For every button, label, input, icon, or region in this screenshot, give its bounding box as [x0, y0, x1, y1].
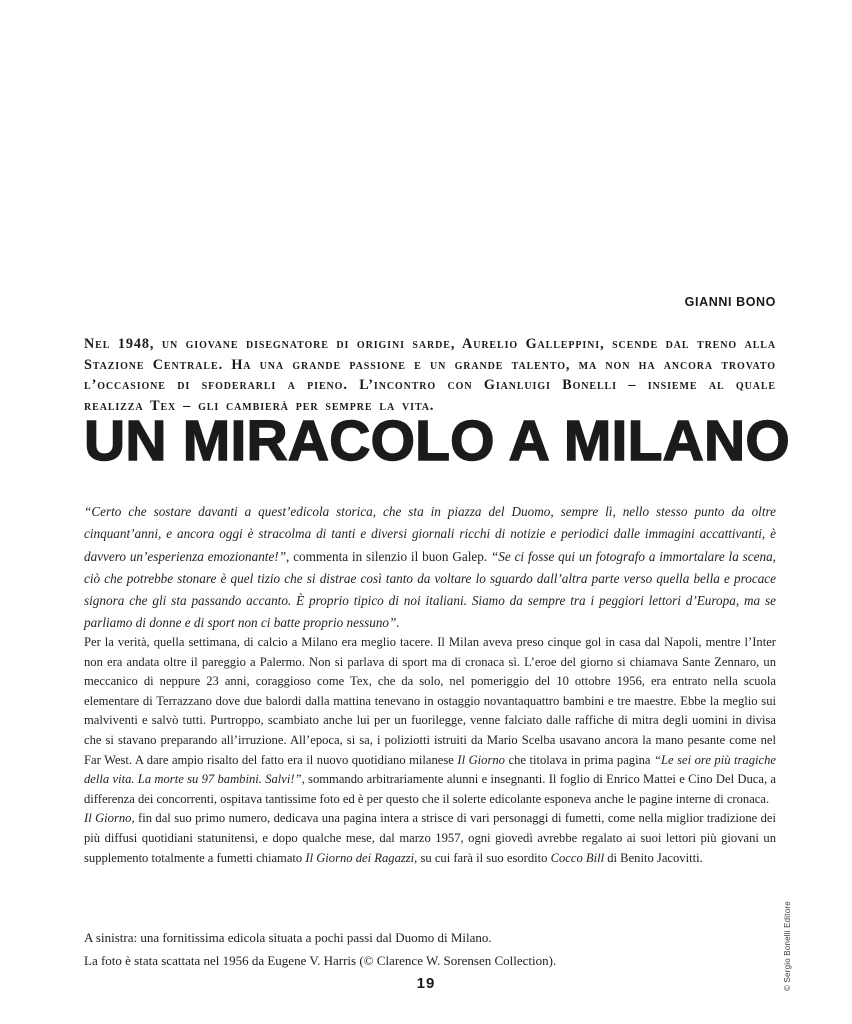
- copyright-credit-vertical: © Sergio Bonelli Editore: [783, 901, 792, 991]
- photo-caption-line-1: A sinistra: una fornitissima edicola situata a pochi passi dal Duomo di Milano.: [84, 930, 492, 945]
- body-text: che titolava in prima pagina: [504, 752, 654, 767]
- page-number: 19: [416, 975, 436, 992]
- quote-part-2: “Se ci fosse qui un fotografo a immortalare la scena, ciò che potrebbe stonare è quel tizio che si distrae così tanto da voltare lo sguardo dall’altra parte verso quella bella e procace signora che gli sta passando accanto. È proprio tipico di noi italiani. Siamo da sempre tra i peggiori lettori d’Europa, ma se parliamo di donne e di sport non ci batte proprio nessuno”.: [84, 548, 776, 631]
- standfirst: Nel 1948, un giovane disegnatore di origini sarde, Aurelio Galleppini, scende dal treno alla Stazione Centrale. Ha una grande passione e un grande talento, ma non ha ancora trovato l’occasione di sfoderarli a pieno. L’incontro con Gianluigi Bonelli – insieme al quale realizza Tex – gli cambierà per sempre la vita.: [84, 336, 776, 414]
- body-text: , su cui farà il suo esordito: [414, 850, 551, 865]
- body-text: , fin dal suo primo numero, dedicava una pagina intera a strisce di vari personaggi di fumetti, come nella miglior tradizione dei più diffusi quotidiani statunitensi, e dopo qualche mese, dal marzo 1957, ogni giovedì avrebbe regalato ai suoi lettori più giovani un supplemento totalmente a fumetti chiamato: [84, 811, 776, 865]
- cited-headline-quote: “Le sei ore più tragiche della vita. La morte su 97 bambini. Salvi!”: [84, 752, 776, 787]
- body-text: Per la verità, quella settimana, di calcio a Milano era meglio tacere. Il Milan aveva preso cinque gol in casa dal Napoli, mentre l’Inter non era andata oltre il pareggio a Palermo. Non si parlava di sport ma di cronaca sì. L’eroe del giorno si chiamava Sante Zennaro, un meccanico di neppure 23 anni, coraggioso come Tex, che da solo, nel pomeriggio del 10 ottobre 1956, era entrato nella scuola elementare di Terrazzano dove due balordi dalla mattina tenevano in ostaggio novantaquattro bambini e tre maestre. Ebbe la meglio sui malviventi e salvò tutti. Purtroppo, scambiato anche lui per un fuorilegge, venne falciato dalle raffiche di mitra degli uomini in divisa che si stavano preparando all’irruzione. All’epoca, si sa, i poliziotti istruiti da Mario Scelba usavano ancora la mano pesante come nel Far West. A dare ampio risalto del fatto era il nuovo quotidiano milanese: [84, 635, 776, 767]
- photo-caption: [84, 927, 776, 972]
- body-paragraph-2: [84, 809, 776, 868]
- body-paragraph-1: [84, 633, 776, 809]
- quote-attribution: , commenta in silenzio il buon Galep.: [286, 548, 491, 564]
- photo-caption-line-2: La foto è stata scattata nel 1956 da Eugene V. Harris (© Clarence W. Sorensen Collection).: [84, 952, 557, 968]
- cited-title-il-giorno-dei-ragazzi: Il Giorno dei Ragazzi: [305, 850, 415, 865]
- quote-part-1: “Certo che sostare davanti a quest’edicola storica, che sta in piazza del Duomo, sempre lì, nello stesso punto da oltre cinquant’anni, e ancora oggi è stracolma di tanti e diversi giornali ricchi di notizie e periodici dalle immagini accattivanti, è davvero un’esperienza emozionante!”: [84, 504, 776, 564]
- author-byline: GIANNI BONO: [684, 295, 776, 309]
- article-headline: UN MIRACOLO A MILANO: [84, 409, 790, 473]
- cited-title-cocco-bill: Cocco Bill: [550, 850, 605, 865]
- cited-title-il-giorno: Il Giorno: [84, 811, 132, 826]
- opening-quote-paragraph: [84, 501, 776, 635]
- body-copy: [84, 633, 776, 868]
- body-text: di Benito Jacovitti.: [604, 850, 703, 865]
- body-text: , sommando arbitrariamente alunni e insegnanti. Il foglio di Enrico Mattei e Cino Del Duca, a differenza dei concorrenti, ospitava tantissime foto ed è per questo che il solerte edicolante esponeva anche le pagine interne di cronaca.: [84, 772, 776, 806]
- cited-title-il-giorno: Il Giorno: [457, 752, 505, 767]
